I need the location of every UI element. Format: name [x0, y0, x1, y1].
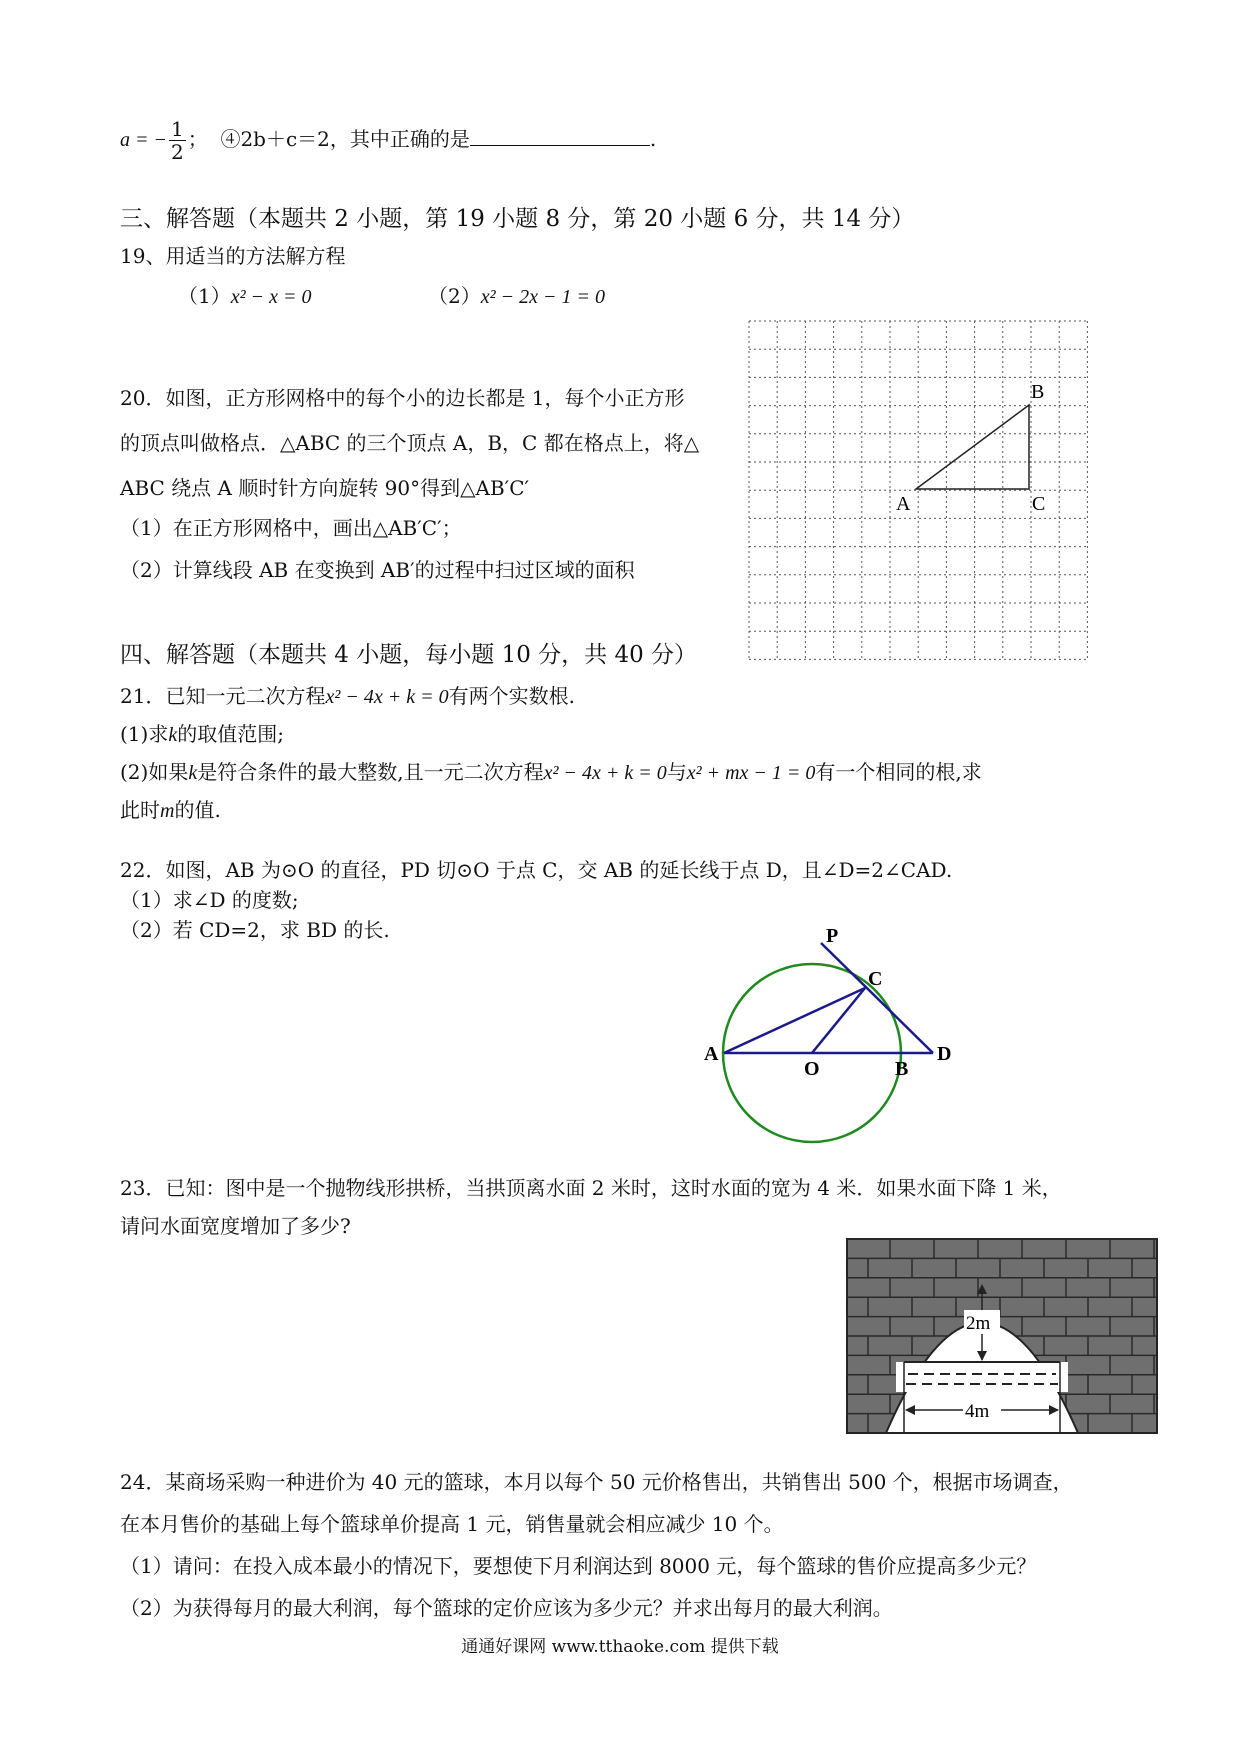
q21-sub2: [120, 760, 982, 785]
circle-figure: [690, 920, 970, 1150]
line-pd: [821, 943, 933, 1053]
q24-line2: 在本月售价的基础上每个篮球单价提高 1 元，销售量就会相应减少 10 个。: [120, 1512, 784, 1536]
q19-p1-equation: x² − x = 0: [230, 286, 312, 308]
q22-sub1: （1）求∠D 的度数;: [120, 888, 299, 912]
q21-line2-post: 的值.: [174, 798, 221, 822]
q21-sub1-pre: (1)求: [120, 722, 169, 746]
triangle-abc: [916, 405, 1029, 489]
q21-sub2-and: 与: [666, 760, 687, 784]
q22-sub2: （2）若 CD=2，求 BD 的长.: [120, 918, 390, 942]
width-label: 4m: [965, 1401, 990, 1422]
q19-p2-equation: x² − 2x − 1 = 0: [480, 286, 605, 308]
line-ac: [724, 988, 865, 1053]
q21-sub2-mid: 是符合条件的最大整数,且一元二次方程: [197, 760, 544, 784]
label-o: O: [804, 1058, 820, 1080]
q21-sub2-var: k: [188, 762, 198, 784]
water-fill: [896, 1362, 1068, 1392]
q21-sub1-post: 的取值范围;: [177, 722, 284, 746]
section3-title: 三、解答题（本题共 2 小题，第 19 小题 8 分，第 20 小题 6 分，共 14 分）: [120, 206, 915, 232]
line-oc: [812, 988, 865, 1053]
a-lhs: a = −: [120, 129, 167, 151]
q21-sub2-eq1: x² − 4x + k = 0: [543, 762, 667, 784]
label-p: P: [826, 925, 839, 947]
q21-stem-equation: x² − 4x + k = 0: [325, 686, 449, 708]
q20-line2: 的顶点叫做格点．△ABC 的三个顶点 A，B，C 都在格点上，将△: [120, 431, 700, 455]
label-b: B: [1031, 381, 1045, 403]
q18-tail: [120, 118, 656, 163]
q21-sub2-line2: [120, 798, 221, 823]
q24-sub1: （1）请问：在投入成本最小的情况下，要想使下月利润达到 8000 元，每个篮球的售价应提高多少元？: [120, 1554, 1037, 1578]
q23-line2: 请问水面宽度增加了多少?: [120, 1214, 351, 1238]
period: .: [649, 127, 657, 151]
q21-sub1-var: k: [168, 724, 178, 746]
frac-denominator: 2: [171, 140, 184, 164]
label-c: C: [1032, 493, 1046, 515]
label-a: A: [896, 493, 911, 515]
q23-line1: 23．已知：图中是一个抛物线形拱桥，当拱顶离水面 2 米时，这时水面的宽为 4 米．如果水面下降 1 米，: [120, 1176, 1062, 1200]
q21-line2-pre: 此时: [120, 798, 160, 822]
bridge-figure: [846, 1238, 1158, 1434]
item4: ④2b＋c＝2，其中正确的是: [220, 127, 470, 151]
q24-sub2: （2）为获得每月的最大利润，每个篮球的定价应该为多少元？并求出每月的最大利润。: [120, 1596, 893, 1620]
label-a: A: [704, 1043, 719, 1065]
q21-stem: [120, 684, 575, 709]
q19-p2-label: （2）: [428, 284, 481, 308]
q21-sub2-post: 有一个相同的根,求: [815, 760, 982, 784]
height-label: 2m: [966, 1313, 991, 1334]
q21-stem-pre: 21．已知一元二次方程: [120, 684, 326, 708]
q19-part2: [428, 284, 605, 309]
q19-stem: 19、用适当的方法解方程: [120, 244, 346, 268]
q20-line1: 20．如图，正方形网格中的每个小的边长都是 1，每个小正方形: [120, 386, 685, 410]
q21-line2-var: m: [160, 800, 175, 822]
q21-sub2-eq2: x² + mx − 1 = 0: [686, 762, 816, 784]
q19-part1: [178, 284, 311, 309]
section4-title: 四、解答题（本题共 4 小题，每小题 10 分，共 40 分）: [120, 642, 698, 668]
q19-p1-label: （1）: [178, 284, 231, 308]
footer: 通通好课网 www.tthaoke.com 提供下载: [461, 1637, 779, 1657]
separator: ；: [187, 127, 208, 151]
q20-sub1: （1）在正方形网格中，画出△AB′C′；: [120, 516, 462, 540]
label-d: D: [937, 1043, 952, 1065]
fraction: [169, 118, 186, 163]
label-b: B: [895, 1058, 909, 1080]
frac-numerator: 1: [171, 117, 184, 141]
grid-figure: [746, 318, 1092, 664]
q21-sub1: [120, 722, 284, 747]
q24-line1: 24．某商场采购一种进价为 40 元的篮球，本月以每个 50 元价格售出，共销售出 500 个，根据市场调查，: [120, 1470, 1073, 1494]
answer-blank: [470, 127, 650, 146]
q21-stem-post: 有两个实数根.: [448, 684, 575, 708]
label-c: C: [868, 968, 883, 990]
q21-sub2-pre: (2)如果: [120, 760, 189, 784]
grid-lines: [749, 321, 1087, 659]
q22-stem: 22．如图，AB 为⊙O 的直径，PD 切⊙O 于点 C，交 AB 的延长线于点 D，且∠D=2∠CAD.: [120, 858, 953, 882]
q20-sub2: （2）计算线段 AB 在变换到 AB′的过程中扫过区域的面积: [120, 558, 635, 582]
q20-line3: ABC 绕点 A 顺时针方向旋转 90°得到△AB′C′: [120, 476, 530, 500]
